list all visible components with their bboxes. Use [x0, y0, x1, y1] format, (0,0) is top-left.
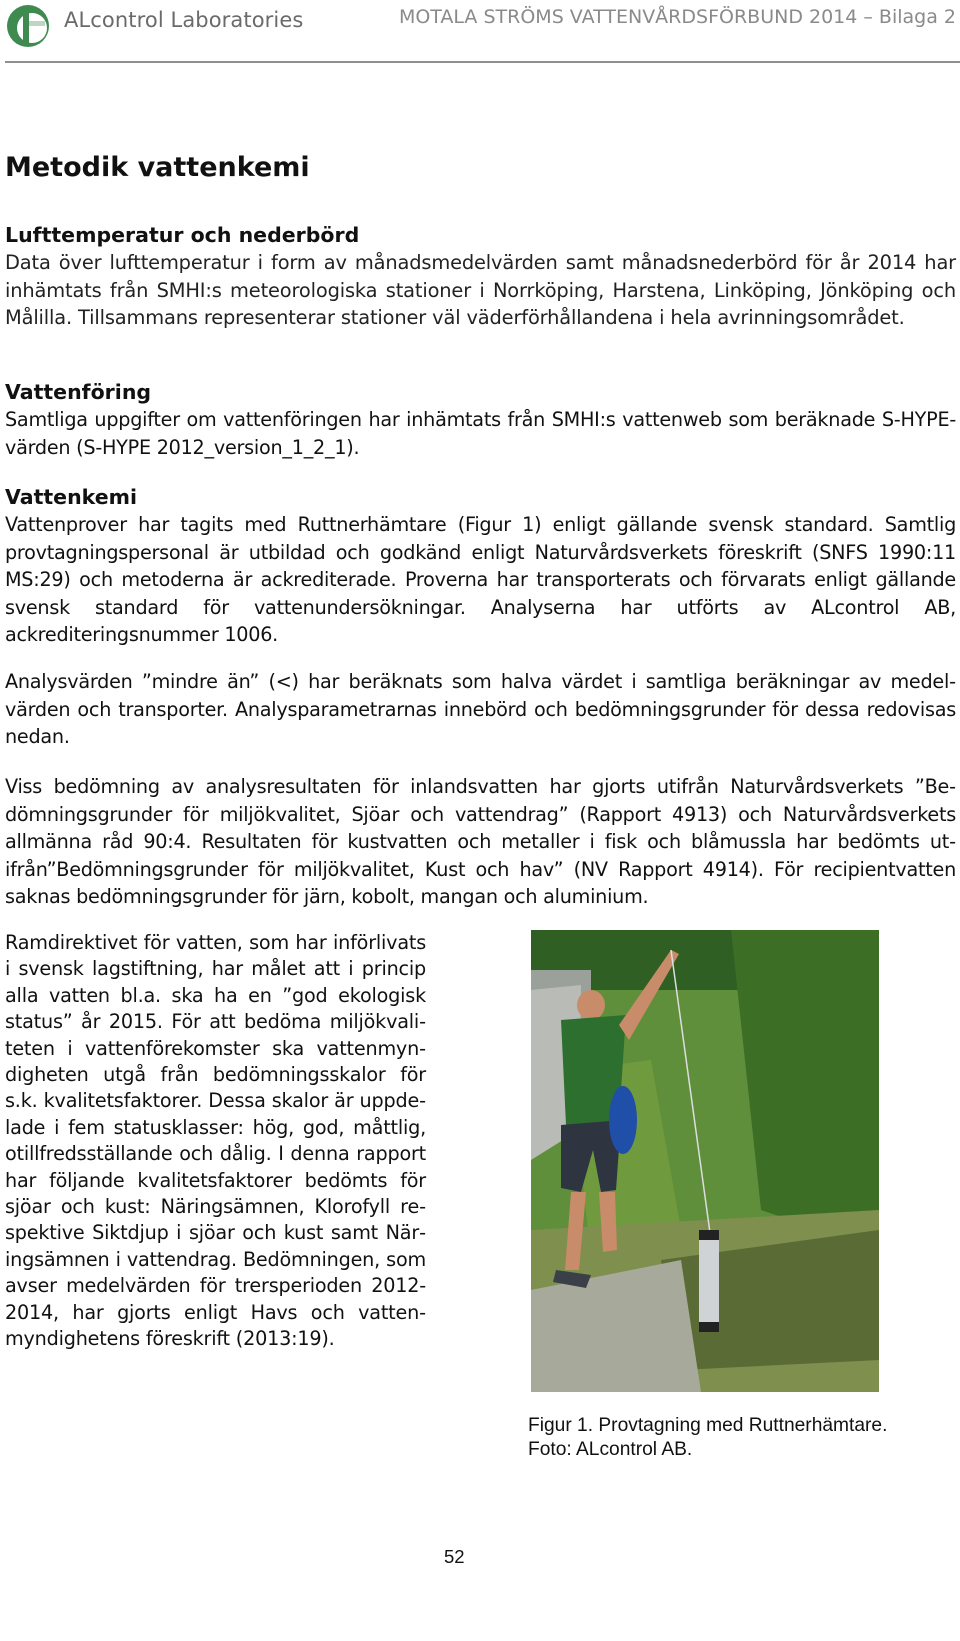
section-heading-air: Lufttemperatur och nederbörd [5, 223, 360, 247]
paragraph-framework-directive [5, 930, 426, 1353]
paragraph-text: Viss bedömning av analysresultaten för inlandsvatten har gjorts utifrån Naturvårdsverkets ”Bedömningsgrunder för miljökvalitet, Sjöar och vattendrag” (Rapport 4913) och Naturvårdsverkets allmänna råd 90:4. Resultaten för kustvatten och metaller i fisk och blåmussla har bedömts utifrån”Bedömningsgrunder för miljökvalitet, Kust och hav” (NV Rapport 4914). För recipientvatten saknas bedömningsgrunder för järn, kobolt, mangan och aluminium. [5, 775, 956, 908]
caption-credit: Foto: ALcontrol AB. [528, 1439, 693, 1460]
header-divider [5, 61, 960, 63]
section-air [5, 222, 956, 332]
alcontrol-logo-icon [5, 3, 51, 49]
figure-caption [528, 1414, 928, 1462]
page-number: 52 [444, 1546, 465, 1567]
report-title: MOTALA STRÖMS VATTENVÅRDSFÖRBUND 2014 – Bilaga 2 [398, 6, 956, 28]
section-text-air: Data över lufttemperatur i form av månadsmedelvärden samt månadsnederbörd för år 2014 har inhämtats från SMHI:s meteorologiska stationer i Norrköping, Harstena, Linköping, Jönköping och Målilla. Tillsammans representerar stationer väl väderförhållandena i hela avrinningsområdet. [5, 251, 956, 329]
paragraph-analysis-values [5, 668, 956, 751]
section-chem [5, 484, 956, 649]
page-title: Metodik vattenkemi [5, 152, 310, 183]
company-name: ALcontrol Laboratories [64, 8, 304, 32]
paragraph-text: Ramdirektivet för vatten, som har införlivats i svensk lagstiftning, har målet att i princip alla vatten bl.a. ska ha en ”god ekologisk status” år 2015. För att bedöma miljökvaliteten i vattenförekomster ska vattenmyndigheten utgå från bedömningsskalor för s.k. kvalitetsfaktorer. Dessa skalor är uppdelade i fem statusklasser: hög, god, måttlig, otillfredsställande och dålig. I denna rapport har följande kvalitetsfaktorer bedömts för sjöar och kust: Näringsämnen, Klorofyll respektive Siktdjup i sjöar och kust samt Näringsämnen i vattendrag. Bedömningen, som avser medelvärden för trersperioden 2012-​2014, har gjorts enligt Havs och vattenmyndighetens föreskrift (2013:19). [5, 931, 426, 1351]
caption-line: Figur 1. Provtagning med Ruttnerhämtare. [528, 1415, 888, 1436]
paragraph-text: Analysvärden ”mindre än” (<) har beräknats som halva värdet i samtliga beräkningar av medelvärden och transporter. Analysparametrarnas innebörd och bedömningsgrunder för dessa redovisas nedan. [5, 670, 956, 748]
figure-photo [531, 930, 879, 1392]
section-text-flow: Samtliga uppgifter om vattenföringen har inhämtats från SMHI:s vattenweb som beräknade S-​HYPE-värden (S-HYPE 2012_version_1_2_1). [5, 408, 956, 459]
section-text-chem: Vattenprover har tagits med Ruttnerhämtare (Figur 1) enligt gällande svensk standard. Samtlig provtagningspersonal är utbildad och godkänd enligt Naturvårdsverkets föreskrift (SNFS 1990:11 MS:29) och metoderna är ackrediterade. Proverna har transporterats och förvarats enligt gällande svensk standard för vattenundersökningar. Analyserna har utförts av ALcontrol AB, ackrediteringsnummer 1006. [5, 513, 956, 646]
section-heading-chem: Vattenkemi [5, 485, 138, 509]
section-heading-flow: Vattenföring [5, 380, 152, 404]
section-flow [5, 379, 956, 461]
page-header [0, 0, 960, 62]
paragraph-assessment [5, 773, 956, 911]
